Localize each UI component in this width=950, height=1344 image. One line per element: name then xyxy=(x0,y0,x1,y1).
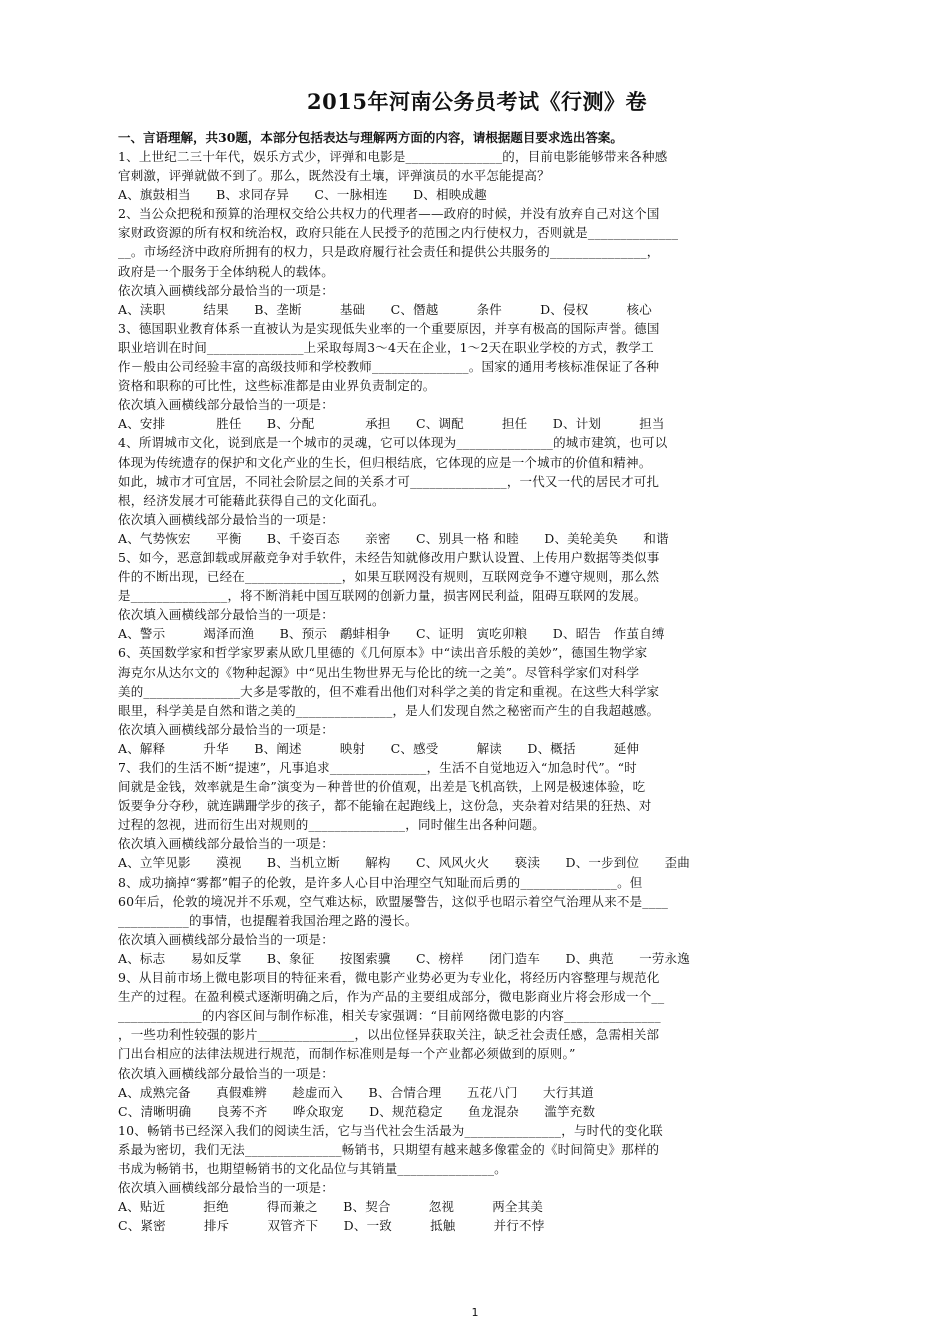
text-line: 美的_______________大多是零散的，但不难看出他们对科学之美的肯定和重视。在这些大科学家 xyxy=(118,683,660,699)
text-line: 官刺激，评弹就做不到了。那么，既然没有土壤，评弹演员的水平怎能提高？ xyxy=(118,168,550,184)
text-line: 1、上世纪二三十年代，娱乐方式少，评弹和电影是_______________的，目前电影能够带来各种感 xyxy=(118,149,668,164)
text-line: A、标志 易如反掌 B、象征 按图索骥 C、榜样 闭门造车 D、典范 一劳永逸 xyxy=(118,950,691,966)
text-line: 生产的过程。在盈利模式逐渐明确之后，作为产品的主要组成部分，微电影商业片将会形成一个__ xyxy=(118,989,665,1005)
text-line: A、立竿见影 漠视 B、当机立断 解构 C、风风火火 亵渎 D、一步到位 歪曲 xyxy=(118,855,691,871)
text-line: A、旗鼓相当 B、求同存异 C、一脉相连 D、相映成趣 xyxy=(118,187,487,203)
text-line: 10、畅销书已经深入我们的阅读生活，它与当代社会生活最为_______________，与时代的变化联 xyxy=(118,1122,663,1138)
document-body xyxy=(118,147,836,1235)
text-line: A、警示 竭泽而渔 B、预示 鹬蚌相争 C、证明 寅吃卯粮 D、昭告 作茧自缚 xyxy=(118,626,665,642)
text-line: 依次填入画横线部分最恰当的一项是： xyxy=(118,511,334,527)
text-line: 如此，城市才可宜居，不同社会阶层之间的关系才可_______________，一代又一代的居民才可扎 xyxy=(118,473,660,489)
text-line: A、解释 升华 B、阐述 映射 C、感受 解读 D、概括 延伸 xyxy=(118,740,640,756)
text-line: A、气势恢宏 平衡 B、千姿百态 亲密 C、别具一格 和睦 D、美轮美奂 和谐 xyxy=(118,530,669,546)
text-line: 过程的忽视，进而衍生出对规则的_______________，同时催生出各种问题。 xyxy=(118,817,545,833)
text-line: 家财政资源的所有权和统治权，政府只能在人民授予的范围之内行使权力，否则就是______________ xyxy=(118,225,679,241)
text-line: 依次填入画横线部分最恰当的一项是： xyxy=(118,836,334,852)
text-line: 2、当公众把税和预算的治理权交给公共权力的代理者——政府的时候，并没有放弃自己对这个国 xyxy=(118,206,660,222)
text-line: 门出台相应的法律法规进行规范，而制作标准则是每一个产业都必须做到的原则。” xyxy=(118,1046,576,1062)
text-line: 依次填入画横线部分最恰当的一项是： xyxy=(118,397,334,413)
text-line: C、清晰明确 良莠不齐 哗众取宠 D、规范稳定 鱼龙混杂 滥竽充数 xyxy=(118,1103,596,1119)
text-line: 依次填入画横线部分最恰当的一项是： xyxy=(118,931,334,947)
text-line: 依次填入画横线部分最恰当的一项是： xyxy=(118,282,334,298)
page-number: 1 xyxy=(471,1306,479,1319)
text-line: A、成熟完备 真假难辨 趁虚而入 B、合情合理 五花八门 大行其道 xyxy=(118,1084,594,1100)
text-line: 是_______________，将不断消耗中国互联网的创新力量，损害网民利益，阻碍互联网的发展。 xyxy=(118,588,647,604)
text-line: 间就是金钱，效率就是生命”演变为－种普世的价值观，出差是飞机高铁，上网是极速体验，吃 xyxy=(118,779,646,795)
section-heading: 一、言语理解，共30题，本部分包括表达与理解两方面的内容，请根据题目要求选出答案。 xyxy=(118,130,623,145)
text-line: 书成为畅销书，也期望畅销书的文化品位与其销量_______________。 xyxy=(118,1160,507,1176)
text-line: 根，经济发展才可能藉此获得自己的文化面孔。 xyxy=(118,492,385,508)
text-line: __。市场经济中政府所拥有的权力，只是政府履行社会责任和提供公共服务的_______________， xyxy=(118,244,660,260)
text-line: 60年后，伦敦的境况并不乐观，空气难达标，欧盟屡警告，这似乎也昭示着空气治理从来不是____ xyxy=(118,893,669,909)
text-line: 饭要争分夺秒，就连蹒跚学步的孩子，都不能输在起跑线上，这份急，夹杂着对结果的狂热、对 xyxy=(118,798,652,814)
text-line: 政府是一个服务于全体纳税人的载体。 xyxy=(118,263,334,279)
text-line: 7、我们的生活不断“提速”，凡事追求_______________，生活不自觉地迈入“加急时代”。“时 xyxy=(118,760,637,775)
text-line: A、安排 胜任 B、分配 承担 C、调配 担任 D、计划 担当 xyxy=(118,416,665,432)
text-line: 5、如今，恶意卸载或屏蔽竞争对手软件，未经告知就修改用户默认设置、上传用户数据等类似事 xyxy=(118,549,660,565)
text-line: 6、英国数学家和哲学家罗素从欧几里德的《几何原本》中“读出音乐般的美妙”，德国生物学家 xyxy=(118,645,648,661)
text-line: 眼里，科学美是自然和谐之美的_______________，是人们发现自然之秘密而产生的自我超越感。 xyxy=(118,702,660,718)
text-line: ___________的事情，也提醒着我国治理之路的漫长。 xyxy=(118,912,418,928)
text-line: 海克尔从达尔文的《物种起源》中“见出生物世界无与伦比的统一之美”。尽管科学家们对科学 xyxy=(118,664,640,680)
document-title: 2015年河南公务员考试《行测》卷 xyxy=(307,89,647,114)
document-page xyxy=(118,86,836,1235)
text-line: 职业培训在时间_______________上采取每周3～4天在企业，1～2天在职业学校的方式，教学工 xyxy=(118,339,654,355)
text-line: 资格和职称的可比性，这些标准都是由业界负责制定的。 xyxy=(118,378,436,394)
text-line: 体现为传统遗存的保护和文化产业的生长，但归根结底，它体现的应是一个城市的价值和精神。 xyxy=(118,454,652,470)
text-line: 作－般由公司经验丰富的高级技师和学校教师_______________。国家的通用考核标准保证了各种 xyxy=(118,359,660,375)
text-line: _____________的内容区间与制作标准，相关专家强调：“目前网络微电影的内容_______________ xyxy=(118,1008,661,1024)
text-line: 依次填入画横线部分最恰当的一项是： xyxy=(118,607,334,623)
text-line: 4、所谓城市文化，说到底是一个城市的灵魂，它可以体现为_______________的城市建筑，也可以 xyxy=(118,435,668,451)
text-line: 9、从目前市场上微电影项目的特征来看，微电影产业势必更为专业化，将经历内容整理与规范化 xyxy=(118,970,660,986)
text-line: A、渎职 结果 B、垄断 基础 C、僭越 条件 D、侵权 核心 xyxy=(118,301,652,317)
text-line: 依次填入画横线部分最恰当的一项是： xyxy=(118,721,334,737)
text-line: 依次填入画横线部分最恰当的一项是： xyxy=(118,1180,334,1196)
text-line: 系最为密切，我们无法_______________畅销书，只期望有越来越多像霍金的《时间简史》那样的 xyxy=(118,1141,660,1157)
text-line: 3、德国职业教育体系一直被认为是实现低失业率的一个重要原因，并享有极高的国际声誉。德国 xyxy=(118,320,660,336)
text-line: 依次填入画横线部分最恰当的一项是： xyxy=(118,1065,334,1081)
text-line: ，一些功利性较强的影片_______________，以出位怪异获取关注，缺乏社会责任感，急需相关部 xyxy=(118,1027,660,1043)
text-line: 8、成功摘掉“雾都”帽子的伦敦，是许多人心目中治理空气知耻而后勇的_______________。但 xyxy=(118,874,643,890)
text-line: 件的不断出现，已经在_______________，如果互联网没有规则，互联网竞争不遵守规则，那么然 xyxy=(118,569,660,585)
text-line: A、贴近 拒绝 得而兼之 B、契合 忽视 两全其美 xyxy=(118,1199,544,1215)
text-line: C、紧密 排斥 双管齐下 D、一致 抵触 并行不悖 xyxy=(118,1218,545,1234)
